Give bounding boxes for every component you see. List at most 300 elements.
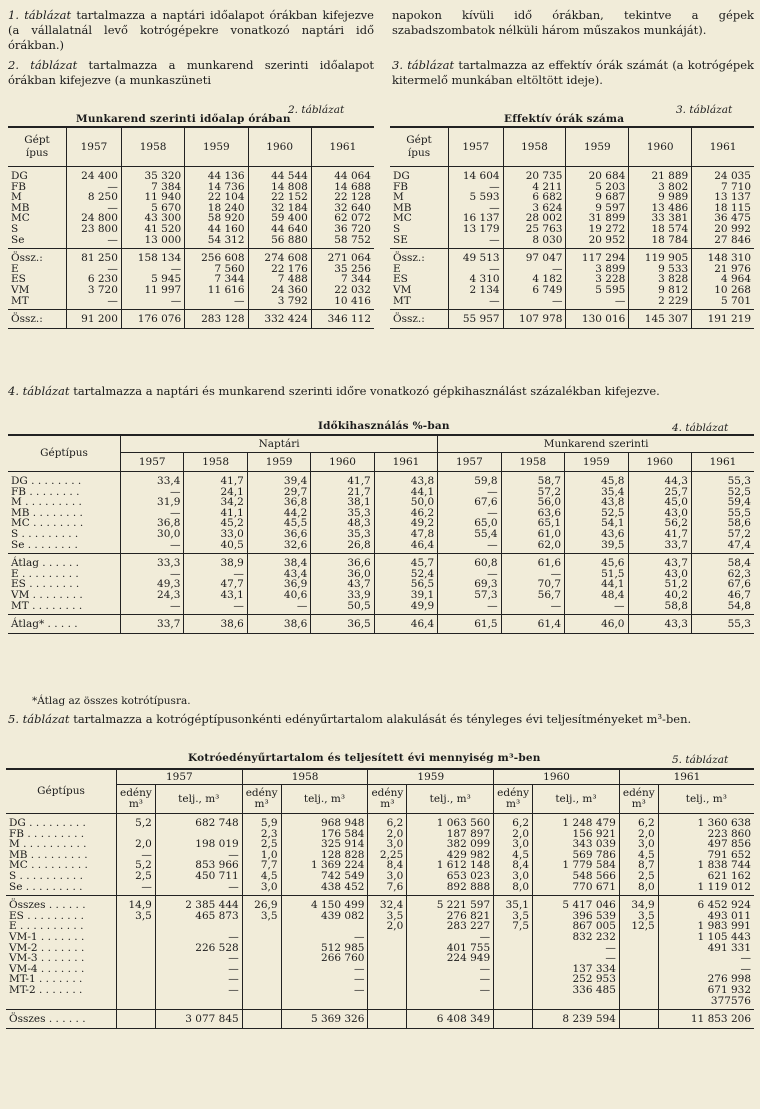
table-cell: 9 812 [629,285,692,296]
table-2 [8,126,374,329]
table-cell: 9 989 [629,192,692,203]
table-cell: 65,1 [501,518,564,529]
row-label: FB [11,180,27,193]
table-cell: — [247,601,310,615]
table-row [8,235,374,249]
table-cell: 32,4 [368,896,407,911]
table-cell: 742 549 [281,871,368,882]
row-label: Se [11,233,25,246]
row-label: FB . . . . . . . . . [9,827,85,840]
table-cell: 2,0 [494,829,533,840]
table-cell: 137 334 [533,964,620,975]
table-cell: 43,6 [565,529,628,540]
table-cell: 39,5 [565,540,628,554]
row-label: DG [11,170,28,182]
table-cell: 283 128 [185,310,248,329]
table-cell: 6 230 [67,274,122,285]
column-header-year: 1961 [619,769,754,785]
table-5-title: Kotróedényűrtartalom és teljesített évi mennyiség m³-ben [188,752,541,764]
table-cell: 5 417 046 [533,896,620,911]
table-row [390,182,754,193]
table-cell: 13 000 [121,235,184,249]
table-cell: 2,5 [619,871,658,882]
table-cell: 224 949 [407,953,494,964]
table-cell: 45,2 [184,518,247,529]
row-label: MC [393,212,412,225]
table-cell: 274 608 [248,249,311,264]
table-cell [619,974,658,985]
table-cell [155,996,242,1010]
table-cell: 9 597 [566,203,629,214]
table-cell: 497 856 [658,839,754,850]
table-cell: 117 294 [566,249,629,264]
table-cell: 52,5 [691,487,754,498]
table-cell: 569 786 [533,850,620,861]
column-header-calendar: Naptári [121,435,438,453]
table-cell: 12,5 [619,921,658,932]
table-cell: 491 331 [658,943,754,954]
table-cell [242,974,281,985]
table-cell [619,943,658,954]
table-cell: — [155,964,242,975]
table-cell: 396 539 [533,911,620,922]
table-cell: 47,7 [184,579,247,590]
table-cell: 148 310 [692,249,754,264]
table-cell: 5 945 [121,274,184,285]
row-label: VM-2 . . . . . . . [9,941,85,954]
table-cell [368,985,407,996]
table-cell: 38,6 [247,615,310,634]
table-cell: 49,3 [121,579,184,590]
table-cell: 1 838 744 [658,860,754,871]
table-cell: 45,5 [247,518,310,529]
table-cell: 6,2 [494,814,533,829]
table-5 [6,768,754,1029]
table-cell: 50,0 [374,497,437,508]
row-label: FB [393,180,409,193]
row-label: ES [11,273,26,286]
table-cell: 47,8 [374,529,437,540]
column-header-year: 1957 [117,769,243,785]
table-row [8,554,754,569]
row-label: MC [11,212,30,225]
column-header-bucket: edény m³ [368,785,407,814]
table-row [6,921,754,932]
table-cell: 46,0 [565,615,628,634]
table-cell: 36,9 [247,579,310,590]
row-label: MC . . . . . . . . . [9,859,88,872]
table-cell: 21,7 [311,487,374,498]
header-row [8,453,754,472]
table-cell: 56,7 [501,590,564,601]
table-4 [8,434,754,634]
table-cell: 2,5 [242,839,281,850]
column-header-year: 1961 [311,127,374,167]
table-cell: 14 604 [449,167,504,182]
table-cell: — [117,882,156,896]
table-cell: 24 035 [692,167,754,182]
table-cell: 46,2 [374,508,437,519]
table-cell: 62 072 [311,213,374,224]
table-cell: 3 792 [248,296,311,310]
table-cell: 31 899 [566,213,629,224]
table-cell: 48,3 [311,518,374,529]
table-cell: 343 039 [533,839,620,850]
table-cell: 43,3 [628,615,691,634]
table-row [8,249,374,264]
row-label: E [393,262,401,275]
table-cell: 8 030 [503,235,566,249]
table-cell [368,996,407,1010]
table-cell: 401 755 [407,943,494,954]
table-cell: 40,5 [184,540,247,554]
table-cell: 49,2 [374,518,437,529]
table-cell: — [501,569,564,580]
table-cell: 11 853 206 [658,1010,754,1029]
table-row [8,601,754,615]
table-cell: — [155,850,242,861]
table-cell [242,1010,281,1029]
table-cell: 67,6 [691,579,754,590]
table-cell: 24,3 [121,590,184,601]
row-label: MB . . . . . . . . [11,506,83,519]
table-cell: 58 920 [185,213,248,224]
table-cell: 61,5 [438,615,501,634]
row-label: Össz.: [390,249,449,264]
column-header-bucket: edény m³ [242,785,281,814]
table-cell: 791 652 [658,850,754,861]
table-cell: 9 533 [629,264,692,275]
table-cell [281,996,368,1010]
table-cell: 36,8 [247,497,310,508]
table-cell: 2,5 [117,871,156,882]
table-cell: 56,5 [374,579,437,590]
table-row [390,264,754,275]
table-cell: 29,7 [247,487,310,498]
table-cell: 43,7 [311,579,374,590]
table-cell: 3 802 [629,182,692,193]
table-cell [117,964,156,975]
table-cell: 35,3 [311,508,374,519]
table-cell: 51,5 [565,569,628,580]
table-cell: — [407,932,494,943]
table-cell: 36,0 [311,569,374,580]
table-cell: 7 488 [248,274,311,285]
row-label: VM-1 . . . . . . . [9,930,85,943]
header-row [6,785,754,814]
table-cell [368,974,407,985]
column-header-year: 1959 [565,453,628,472]
table-cell: 3 624 [503,203,566,214]
table-cell: 6 682 [503,192,566,203]
table-cell: 54,1 [565,518,628,529]
table-cell [117,943,156,954]
row-label: VM-3 . . . . . . . [9,952,85,965]
row-label: DG [393,170,410,182]
column-header-year: 1957 [121,453,184,472]
table-cell: 5 593 [449,192,504,203]
table-cell: 67,6 [438,497,501,508]
table-cell [242,921,281,932]
table-cell: — [155,932,242,943]
table-cell: — [565,601,628,615]
table-cell: 1 119 012 [658,882,754,896]
column-header-bucket: edény m³ [619,785,658,814]
table-cell: — [121,508,184,519]
table-cell: 40,2 [628,590,691,601]
table-cell: 4 182 [503,274,566,285]
table-cell: 770 671 [533,882,620,896]
table-cell: — [438,508,501,519]
column-header-year: 1958 [121,127,184,167]
table-cell: 22 152 [248,192,311,203]
table-cell: 22 176 [248,264,311,275]
table-cell: 24 800 [67,213,122,224]
row-label: MT [393,294,411,307]
table-cell: — [67,235,122,249]
row-label: S [11,222,19,235]
table-cell: 266 760 [281,953,368,964]
table-row [8,472,754,487]
table-cell: 3,0 [368,871,407,882]
table-cell: 44 136 [185,167,248,182]
row-label: MB [11,201,30,214]
table-cell: 58,7 [501,472,564,487]
table-cell: 3 899 [566,264,629,275]
row-label: DG . . . . . . . . [11,475,82,487]
table-cell: 52,5 [565,508,628,519]
table-cell: 336 485 [533,985,620,996]
table-cell: 2 229 [629,296,692,310]
table-cell [117,921,156,932]
table-4-number: 4. táblázat [672,422,729,434]
table-cell: 45,8 [565,472,628,487]
table-cell: 36 720 [311,224,374,235]
table-cell: 4 310 [449,274,504,285]
row-label: MT [11,294,29,307]
row-label: DG . . . . . . . . . [9,817,86,829]
table-cell: 4 150 499 [281,896,368,911]
table-cell: 429 982 [407,850,494,861]
row-label: S . . . . . . . . . [11,527,79,540]
column-header-bucket: edény m³ [117,785,156,814]
table-cell: 867 005 [533,921,620,932]
table-cell: 54,8 [691,601,754,615]
table-row [8,579,754,590]
table-cell: 6 749 [503,285,566,296]
table-cell: 36,8 [121,518,184,529]
table-cell: 44 064 [311,167,374,182]
table-cell: 7 560 [185,264,248,275]
table-cell [533,996,620,1010]
row-label: ES [393,273,408,286]
table-cell: 62,3 [691,569,754,580]
header-row [390,127,754,167]
table-cell [242,985,281,996]
column-header-year: 1959 [368,769,494,785]
table-cell: 5 701 [692,296,754,310]
table-cell: 7,7 [242,860,281,871]
table-cell [117,932,156,943]
table-cell: 62,0 [501,540,564,554]
table-cell: 3,5 [117,911,156,922]
table-cell: 47,4 [691,540,754,554]
table-cell: — [67,296,122,310]
table-cell: 5,2 [117,814,156,829]
table-cell: 621 162 [658,871,754,882]
table-cell: 4,5 [619,850,658,861]
table-cell: — [501,601,564,615]
table-cell: 19 272 [566,224,629,235]
row-label: Átlag . . . . . . [8,554,121,569]
column-header-year: 1961 [374,453,437,472]
table-cell: 7,6 [368,882,407,896]
table-3-title: Effektív órák száma [504,113,625,125]
table-cell: 512 985 [281,943,368,954]
table-row [8,264,374,275]
row-label: Összes . . . . . . [6,1010,117,1029]
table-cell: 43,8 [374,472,437,487]
table-4-title: Időkihasználás %-ban [318,420,450,432]
column-header-output: telj., m³ [407,785,494,814]
table-cell: 653 023 [407,871,494,882]
table-row [6,996,754,1010]
table-cell: — [449,203,504,214]
row-label: Össz.: [8,310,67,329]
table-cell: 56,0 [501,497,564,508]
table-cell: 6 452 924 [658,896,754,911]
table-cell: 36,5 [311,615,374,634]
table-cell: 145 307 [629,310,692,329]
table-cell: 43,7 [628,554,691,569]
table-cell: 61,0 [501,529,564,540]
table-cell: 8,0 [494,882,533,896]
table-cell: 44,2 [247,508,310,519]
table-cell: 38,4 [247,554,310,569]
row-label: ES . . . . . . . . [11,578,80,591]
table-cell: 853 966 [155,860,242,871]
header-row [6,769,754,785]
table-cell: 2,25 [368,850,407,861]
row-label: Átlag* . . . . . [8,615,121,634]
table-cell: 226 528 [155,943,242,954]
table-cell: 7 384 [121,182,184,193]
table-cell: 8,0 [619,882,658,896]
row-label: S [393,222,401,235]
table-cell: 3,5 [619,911,658,922]
table-cell: 57,2 [691,529,754,540]
table-cell: 3,5 [368,911,407,922]
table-row [8,296,374,310]
table-cell [494,943,533,954]
table-cell: 35 320 [121,167,184,182]
column-header-year: 1957 [438,453,501,472]
table-cell: 61,6 [501,554,564,569]
table-cell: 51,2 [628,579,691,590]
table-4-footnote: *Átlag az összes kotrótípusra. [32,695,191,707]
row-label: E [11,262,19,275]
table-cell: 130 016 [566,310,629,329]
table-row [6,882,754,896]
table-3-number: 3. táblázat [676,104,733,116]
table-cell [117,953,156,964]
row-label: E . . . . . . . . . . [9,920,84,933]
table-cell: 11 940 [121,192,184,203]
table-cell: 2,0 [368,921,407,932]
column-header-year: 1958 [184,453,247,472]
table-cell: 18 115 [692,203,754,214]
table-cell: — [281,932,368,943]
table-cell: 55,4 [438,529,501,540]
table-cell: 3 828 [629,274,692,285]
table-cell: 128 828 [281,850,368,861]
paragraph-4: 4. táblázat tartalmazza a naptári és munkarend szerinti időre vonatkozó gépkihasználást százalékban kifejezve. [8,384,660,398]
table-cell: — [67,182,122,193]
table-row [390,213,754,224]
table-cell: — [407,985,494,996]
table-cell: 36 475 [692,213,754,224]
table-row [8,285,374,296]
table-cell: 276 821 [407,911,494,922]
table-row [390,235,754,249]
table-cell: 33,0 [184,529,247,540]
table-cell: 3,5 [494,911,533,922]
table-cell [494,932,533,943]
table-cell: 6,2 [619,814,658,829]
column-header-type: Gépt ípus [8,127,67,167]
row-label: E . . . . . . . . . [11,567,79,580]
table-reference: 4. táblázat [8,384,70,398]
table-cell: 7 710 [692,182,754,193]
table-row [390,310,754,329]
table-row [390,167,754,182]
table-cell: 13 486 [629,203,692,214]
table-cell: 26,9 [242,896,281,911]
column-header-year: 1959 [566,127,629,167]
table-cell: 30,0 [121,529,184,540]
table-cell: — [407,974,494,985]
table-cell [368,964,407,975]
table-cell: — [566,296,629,310]
table-cell: 3,0 [494,871,533,882]
table-cell: 223 860 [658,829,754,840]
table-cell: 41,7 [628,529,691,540]
table-cell: 44,3 [628,472,691,487]
table-cell: 70,7 [501,579,564,590]
table-cell: — [281,964,368,975]
table-cell: 176 076 [121,310,184,329]
table-cell: 8 250 [67,192,122,203]
table-cell: — [185,296,248,310]
table-cell: 54 312 [185,235,248,249]
table-cell [117,996,156,1010]
table-cell [368,932,407,943]
table-cell [407,996,494,1010]
row-label: Se . . . . . . . . [11,538,78,551]
table-cell: 8,7 [619,860,658,871]
table-cell: 1 612 148 [407,860,494,871]
table-cell: 6,2 [368,814,407,829]
table-3 [390,126,754,329]
table-cell: 4 964 [692,274,754,285]
table-reference: 3. táblázat [392,58,455,72]
table-row [8,569,754,580]
table-cell: 44 640 [248,224,311,235]
table-cell: 41,7 [311,472,374,487]
table-cell: 38,1 [311,497,374,508]
table-cell: 119 905 [629,249,692,264]
column-header-year: 1958 [501,453,564,472]
